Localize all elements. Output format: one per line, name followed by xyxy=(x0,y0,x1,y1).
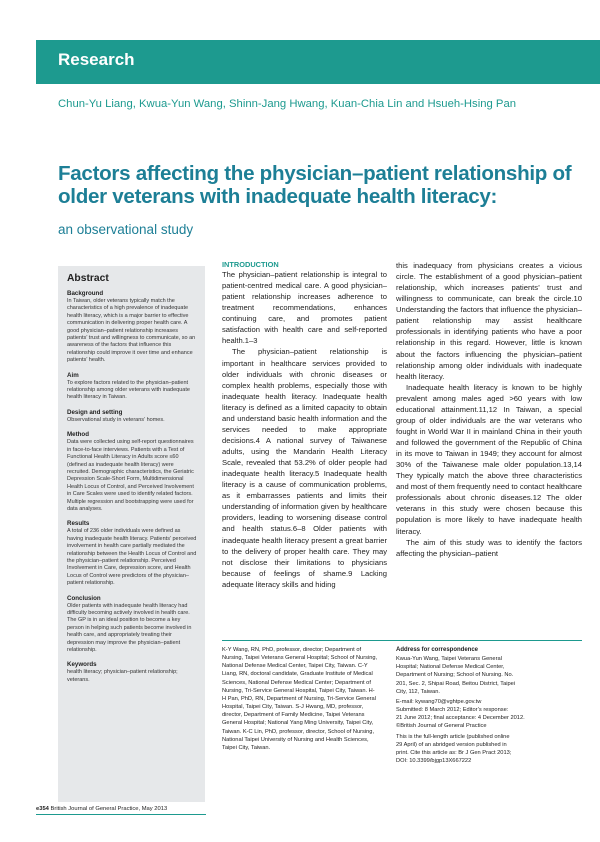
acceptance-line: 21 June 2012; final acceptance: 4 December 2012. xyxy=(396,715,525,722)
page-number: e354 xyxy=(36,806,49,812)
abstract-section xyxy=(67,372,198,402)
abstract-section-heading: Background xyxy=(67,290,104,297)
author-affiliations: K-Y Wang, RN, PhD, professor, director; Department of Nursing, Taipei Veterans General Hospital; School of Nursing, National Defense Medical Center, Taipei City, Taiwan. C-Y Liang, RN, doctoral candidate, Graduate Institute of Medical Sciences, National Defense Medical Center; Department of Nursing, Tri-Service General Hospital, Taipei City, Taiwan. H-H Pan, PhD, RN, Department of Nursing, Tri-Service General Hospital, Taipei City, Taiwan. S-J Hwang, MD, professor, director, Department of Family Medicine, Taipei Veterans General Hospital; National Yang Ming University, Taipei City, Taiwan. K-C Lin, PhD, professor, director, School of Nursing, National Taipei University of Nursing and Health Sciences, Taipei City, Taiwan. xyxy=(222,647,378,751)
abstract-heading: Abstract xyxy=(67,273,109,284)
correspondence-block xyxy=(396,646,582,765)
abstract-section-heading: Conclusion xyxy=(67,594,101,602)
correspondence-heading: Address for correspondence xyxy=(396,647,479,653)
submitted-line: Submitted: 8 March 2012; Editor’s response: xyxy=(396,707,509,714)
section-label: Research xyxy=(58,50,135,69)
introduction-heading: INTRODUCTION xyxy=(222,260,279,269)
email-line[interactable]: E-mail: kywang70@vghtpe.gov.tw xyxy=(396,698,482,705)
journal-name: British Journal of General Practice, May 2013 xyxy=(50,806,168,812)
body-paragraph: Inadequate health literacy is known to be highly prevalent among males aged >60 years with low educational attainment.11,12 In Taiwan, a special group of older individuals are the war veterans who fought in World War II in mainland China in their youth and followed the government of the Republic of China in its move to Taiwan in 1949; they account for almost 30% of the Taiwanese male older population.13,14 They typically match the above three characteristics and most of them frequently need to contact healthcare professionals about chronic diseases.12 The older veterans in this study were chosen because this population is more likely to have inadequate health literacy. xyxy=(396,382,582,536)
copyright-line: ©British Journal of General Practice xyxy=(396,723,487,730)
body-column-left xyxy=(222,260,387,590)
address-line: Hospital; National Defense Medical Center, xyxy=(396,664,505,671)
body-paragraph: The physician–patient relationship is important in healthcare services provided to older individuals with chronic diseases or complex health problems, especially those with inadequate health literacy. Inadequate health literacy is defined as a limited capacity to obtain and understand basic health information and the services needed to make appropriate decisions.4 A national survey of Taiwanese adults, using the Mandarin Health Literacy Scale, revealed that 53.2% of older people had inadequate health literacy.5 Inadequate health literacy is a cause of communication problems, as it embarrasses patients and limits their understanding of information given by healthcare providers, leading to worsening disease control and health status.6–8 Older patients with inadequate health literacy present a great barrier to the delivery of proper health care. They may not disclose their limitations to physicians because of feelings of shame.9 Lacking adequate literacy skills and hiding xyxy=(222,347,387,589)
doi-line[interactable]: DOI: 10.3399/bjgp13X667222 xyxy=(396,758,472,765)
citation-note: 29 April) of an abridged version published in xyxy=(396,741,507,748)
abstract-section-text: Observational study in veterans’ homes. xyxy=(67,416,165,423)
abstract-section xyxy=(67,520,198,587)
address-line: Kwua-Yun Wang, Taipei Veterans General xyxy=(396,656,502,663)
abstract-section-text: Older patients with inadequate health literacy had difficulty becoming actively involved in health care. The GP is in an ideal position to become a key person in helping such patients become involved in health care, and appropriately treating their depression may improve the physician–patient relationship. xyxy=(67,602,192,654)
address-line: Department of Nursing; School of Nursing. No. xyxy=(396,672,514,679)
body-paragraph: this inadequacy from physicians creates a vicious circle. The establishment of a good physician–patient relationship, which increases patients’ trust and willingness to communicate, can break the circle.10 Understanding the factors that influence the physician–patient relationship may assist healthcare professionals in identifying patients who have a poor relationship in this regard. However, little is known about the factors influencing the physician–patient relationship among older individuals with inadequate health literacy. xyxy=(396,261,582,381)
address-line: 201, Sec. 2, Shipai Road, Beitou District, Taipei xyxy=(396,680,516,687)
abstract-section-heading: Method xyxy=(67,431,89,439)
author-list: Chun-Yu Liang, Kwua-Yun Wang, Shinn-Jang Hwang, Kuan-Chia Lin and Hsueh-Hsing Pan xyxy=(58,98,517,110)
abstract-section-heading: Results xyxy=(67,520,90,528)
abstract-section xyxy=(67,431,198,513)
abstract-section xyxy=(67,595,198,655)
body-column-right xyxy=(396,260,582,559)
article-title: Factors affecting the physician–patient relationship of older veterans with inadequate health literacy: xyxy=(58,162,572,208)
body-paragraph: The aim of this study was to identify the factors affecting the physician–patient xyxy=(396,537,582,558)
page-footer xyxy=(36,806,167,812)
citation-note: print. Cite this article as: Br J Gen Pract 2013; xyxy=(396,749,512,756)
citation-note: This is the full-length article (published online xyxy=(396,733,510,740)
article-subtitle: an observational study xyxy=(58,222,194,237)
footer-rule xyxy=(36,814,206,815)
abstract-section-text: health literacy; physician–patient relationship; veterans. xyxy=(67,669,178,683)
abstract-section-text: Data were collected using self-report questionnaires in face-to-face interviews. Patients with a Test of Functional Health Literacy in Adults score ≤60 (defined as inadequate health literacy) were recruited. Demographic characteristics, the Geriatric Depression Scale-Short Form, Multidimensional Health Locus of Control, and Perceived Involvement in Care Scales were used to identify related factors. Multiple regression and bootstrapping were used for data analyses. xyxy=(67,439,194,512)
section-banner xyxy=(36,40,600,84)
abstract-section-text: A total of 236 older individuals were defined as having inadequate health literacy. Patients’ perceived involvement in health care partially mediated the relationship between the Health Locus of Control and the physician–patient relationship. Perceived Involvement in Care, depression score, and Health Locus of Control were predictors of the physician–patient relationship. xyxy=(67,528,197,587)
body-paragraph: The physician–patient relationship is integral to patient-centred medical care. A good physician–patient relationship increases adherence to treatment recommendations, enhances continuing care, and promotes patient satisfaction with health care and self-reported health.1–3 xyxy=(222,270,387,346)
abstract-section-heading: Keywords xyxy=(67,661,97,669)
abstract-section-heading: Design and setting xyxy=(67,408,123,416)
abstract-panel xyxy=(58,266,205,802)
address-line: City, 112, Taiwan. xyxy=(396,688,440,695)
abstract-section xyxy=(67,661,198,684)
abstract-section xyxy=(67,409,198,424)
abstract-section xyxy=(67,290,198,365)
affiliations-divider xyxy=(222,640,582,641)
abstract-section-text: To explore factors related to the physician–patient relationship among older veterans with inadequate health literacy in Taiwan. xyxy=(67,379,190,401)
abstract-section-text: In Taiwan, older veterans typically match the characteristics of a high prevalence of inadequate health literacy, which is a major barrier to effective communication in delivering proper health care. A good physician–patient relationship increases patients’ trust and willingness to communicate, so an awareness of the factors that influence this relationship could improve it over time and enhance patients’ health. xyxy=(67,298,196,364)
abstract-section-heading: Aim xyxy=(67,371,79,379)
